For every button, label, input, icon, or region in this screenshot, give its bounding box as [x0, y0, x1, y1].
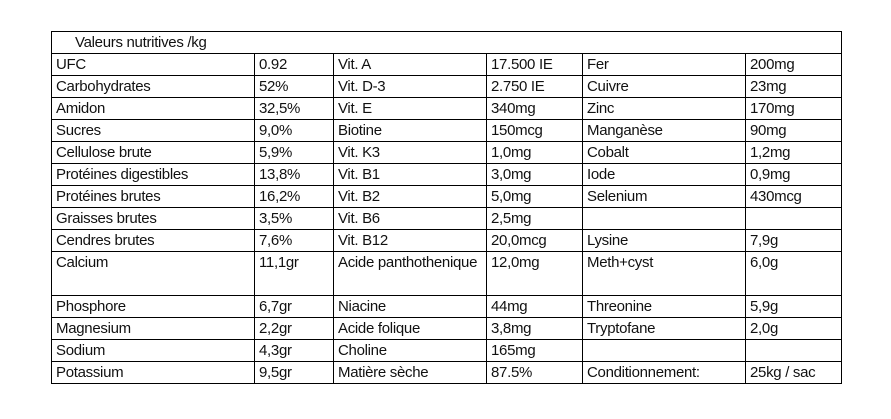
vitamin-value-cell: 1,0mg	[487, 142, 583, 164]
mineral-value-cell: 430mcg	[746, 186, 842, 208]
vitamin-name-cell: Niacine	[334, 296, 487, 318]
nutrient-value-cell: 2,2gr	[255, 318, 334, 340]
vitamin-value-cell: 12,0mg	[487, 252, 583, 296]
table-row	[52, 186, 842, 208]
nutrient-name-cell: Protéines brutes	[52, 186, 255, 208]
vitamin-value-cell: 3,0mg	[487, 164, 583, 186]
vitamin-name-cell: Vit. B12	[334, 230, 487, 252]
mineral-value-cell: 7,9g	[746, 230, 842, 252]
table-row	[52, 142, 842, 164]
table-row	[52, 318, 842, 340]
nutrient-value-cell: 3,5%	[255, 208, 334, 230]
table-title-row	[52, 32, 842, 54]
table-row	[52, 208, 842, 230]
vitamin-value-cell: 2.750 IE	[487, 76, 583, 98]
nutrient-value-cell: 52%	[255, 76, 334, 98]
vitamin-name-cell: Vit. K3	[334, 142, 487, 164]
nutrient-name-cell: Potassium	[52, 362, 255, 384]
mineral-name-cell	[583, 340, 746, 362]
vitamin-name-cell: Vit. B6	[334, 208, 487, 230]
vitamin-value-cell: 340mg	[487, 98, 583, 120]
vitamin-value-cell: 150mcg	[487, 120, 583, 142]
mineral-value-cell: 170mg	[746, 98, 842, 120]
table-row	[52, 54, 842, 76]
nutrient-name-cell: Protéines digestibles	[52, 164, 255, 186]
mineral-value-cell	[746, 208, 842, 230]
mineral-name-cell: Zinc	[583, 98, 746, 120]
vitamin-name-cell: Vit. A	[334, 54, 487, 76]
mineral-name-cell: Lysine	[583, 230, 746, 252]
vitamin-name-cell: Acide folique	[334, 318, 487, 340]
mineral-name-cell: Threonine	[583, 296, 746, 318]
mineral-value-cell: 25kg / sac	[746, 362, 842, 384]
mineral-value-cell: 2,0g	[746, 318, 842, 340]
nutrient-value-cell: 7,6%	[255, 230, 334, 252]
mineral-value-cell	[746, 340, 842, 362]
nutrient-name-cell: Phosphore	[52, 296, 255, 318]
nutrient-value-cell: 9,0%	[255, 120, 334, 142]
mineral-value-cell: 6,0g	[746, 252, 842, 296]
vitamin-value-cell: 3,8mg	[487, 318, 583, 340]
mineral-value-cell: 1,2mg	[746, 142, 842, 164]
mineral-name-cell: Manganèse	[583, 120, 746, 142]
nutrient-name-cell: Cendres brutes	[52, 230, 255, 252]
nutrient-value-cell: 0.92	[255, 54, 334, 76]
table-row	[52, 296, 842, 318]
nutrient-name-cell: Sodium	[52, 340, 255, 362]
nutrient-value-cell: 5,9%	[255, 142, 334, 164]
mineral-name-cell: Tryptofane	[583, 318, 746, 340]
nutrient-value-cell: 4,3gr	[255, 340, 334, 362]
vitamin-name-cell: Biotine	[334, 120, 487, 142]
nutrient-name-cell: Magnesium	[52, 318, 255, 340]
vitamin-value-cell: 5,0mg	[487, 186, 583, 208]
mineral-name-cell: Conditionnement:	[583, 362, 746, 384]
nutrient-name-cell: Amidon	[52, 98, 255, 120]
mineral-value-cell: 200mg	[746, 54, 842, 76]
nutrient-value-cell: 11,1gr	[255, 252, 334, 296]
table-row	[52, 252, 842, 296]
nutrient-value-cell: 6,7gr	[255, 296, 334, 318]
vitamin-name-cell: Vit. B1	[334, 164, 487, 186]
nutrient-name-cell: Graisses brutes	[52, 208, 255, 230]
nutrient-name-cell: Calcium	[52, 252, 255, 296]
table-row	[52, 340, 842, 362]
vitamin-value-cell: 17.500 IE	[487, 54, 583, 76]
nutrition-table-body	[52, 32, 842, 384]
nutrient-value-cell: 32,5%	[255, 98, 334, 120]
table-title: Valeurs nutritives /kg	[52, 32, 842, 54]
vitamin-name-cell: Vit. B2	[334, 186, 487, 208]
mineral-name-cell: Cobalt	[583, 142, 746, 164]
mineral-value-cell: 23mg	[746, 76, 842, 98]
vitamin-value-cell: 44mg	[487, 296, 583, 318]
nutrient-value-cell: 9,5gr	[255, 362, 334, 384]
mineral-value-cell: 5,9g	[746, 296, 842, 318]
mineral-value-cell: 0,9mg	[746, 164, 842, 186]
vitamin-value-cell: 165mg	[487, 340, 583, 362]
table-row	[52, 120, 842, 142]
mineral-name-cell: Selenium	[583, 186, 746, 208]
vitamin-name-cell: Matière sèche	[334, 362, 487, 384]
nutrient-name-cell: Cellulose brute	[52, 142, 255, 164]
nutrient-value-cell: 16,2%	[255, 186, 334, 208]
mineral-value-cell: 90mg	[746, 120, 842, 142]
nutrient-name-cell: UFC	[52, 54, 255, 76]
mineral-name-cell	[583, 208, 746, 230]
vitamin-name-cell: Vit. D-3	[334, 76, 487, 98]
table-row	[52, 164, 842, 186]
vitamin-name-cell: Acide panthothenique	[334, 252, 487, 296]
mineral-name-cell: Fer	[583, 54, 746, 76]
vitamin-value-cell: 87.5%	[487, 362, 583, 384]
nutrient-name-cell: Carbohydrates	[52, 76, 255, 98]
table-row	[52, 362, 842, 384]
nutrient-value-cell: 13,8%	[255, 164, 334, 186]
vitamin-value-cell: 2,5mg	[487, 208, 583, 230]
mineral-name-cell: Cuivre	[583, 76, 746, 98]
table-row	[52, 76, 842, 98]
vitamin-value-cell: 20,0mcg	[487, 230, 583, 252]
vitamin-name-cell: Vit. E	[334, 98, 487, 120]
mineral-name-cell: Meth+cyst	[583, 252, 746, 296]
nutrition-table	[51, 31, 842, 384]
table-row	[52, 230, 842, 252]
mineral-name-cell: Iode	[583, 164, 746, 186]
vitamin-name-cell: Choline	[334, 340, 487, 362]
nutrient-name-cell: Sucres	[52, 120, 255, 142]
table-row	[52, 98, 842, 120]
